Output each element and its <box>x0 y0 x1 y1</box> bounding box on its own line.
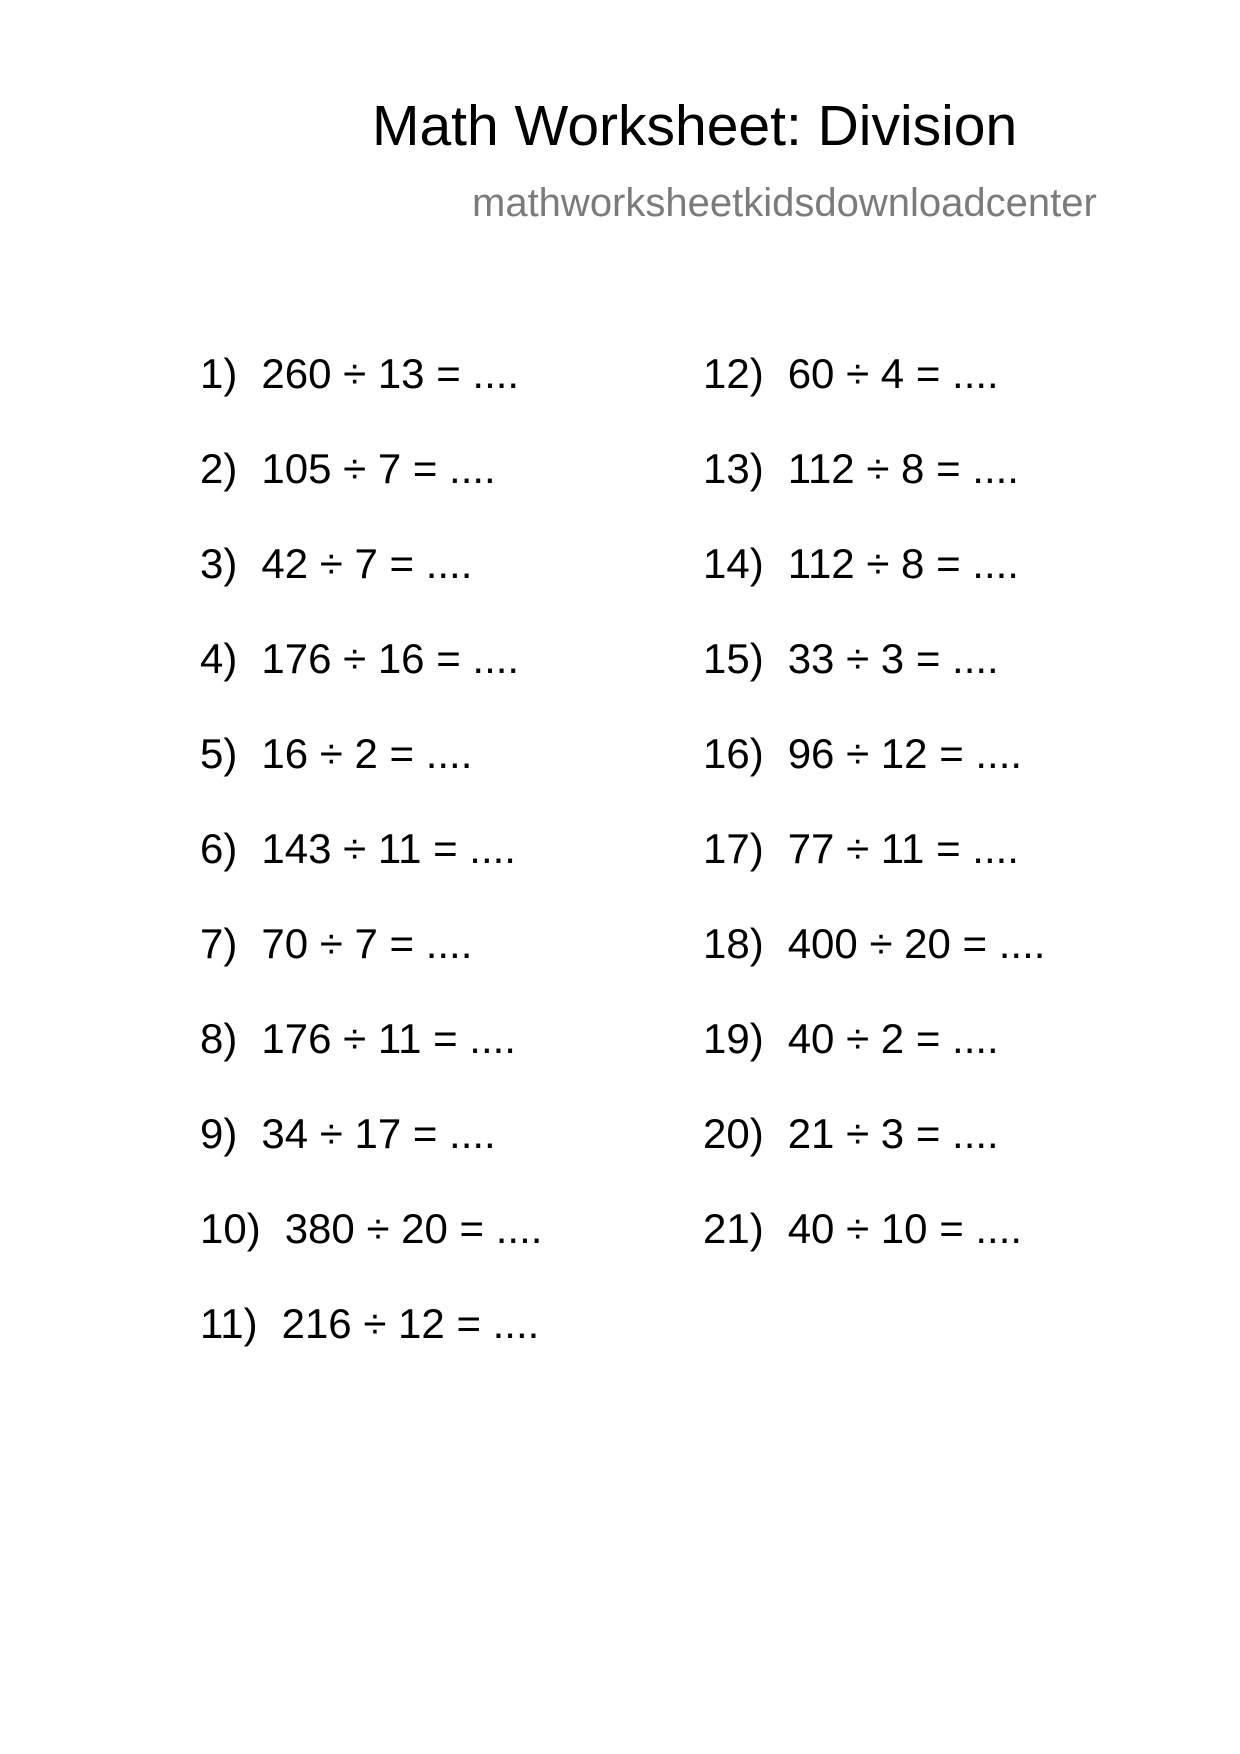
problem-expression: 34 ÷ 17 = .... <box>261 1110 496 1157</box>
problem-expression: 70 ÷ 7 = .... <box>261 920 473 967</box>
problem-9 <box>200 1110 542 1205</box>
problem-expression: 42 ÷ 7 = .... <box>261 540 473 587</box>
problem-number: 21) <box>703 1205 764 1252</box>
problem-21 <box>703 1205 1045 1300</box>
worksheet-subtitle: mathworksheetkidsdownloadcenter <box>472 181 1097 225</box>
problem-number: 14) <box>703 540 764 587</box>
problem-3 <box>200 540 542 635</box>
problem-expression: 16 ÷ 2 = .... <box>261 730 473 777</box>
problem-number: 20) <box>703 1110 764 1157</box>
problem-number: 2) <box>200 445 238 492</box>
problem-expression: 112 ÷ 8 = .... <box>787 540 1019 587</box>
problem-16 <box>703 730 1045 825</box>
problem-expression: 260 ÷ 13 = .... <box>261 350 520 397</box>
problem-number: 3) <box>200 540 238 587</box>
problem-expression: 105 ÷ 7 = .... <box>261 445 496 492</box>
problem-number: 7) <box>200 920 238 967</box>
problem-expression: 176 ÷ 11 = .... <box>261 1015 516 1062</box>
problem-14 <box>703 540 1045 635</box>
problem-number: 13) <box>703 445 764 492</box>
problem-6 <box>200 825 542 920</box>
problem-number: 5) <box>200 730 238 777</box>
problem-7 <box>200 920 542 1015</box>
problem-number: 9) <box>200 1110 238 1157</box>
problem-expression: 143 ÷ 11 = .... <box>261 825 516 872</box>
problem-number: 12) <box>703 350 764 397</box>
problem-5 <box>200 730 542 825</box>
problem-2 <box>200 445 542 540</box>
problem-19 <box>703 1015 1045 1110</box>
problem-number: 10) <box>200 1205 261 1252</box>
problem-1 <box>200 350 542 445</box>
problem-expression: 380 ÷ 20 = .... <box>284 1205 543 1252</box>
problem-number: 16) <box>703 730 764 777</box>
problem-number: 4) <box>200 635 238 682</box>
problem-17 <box>703 825 1045 920</box>
problem-expression: 96 ÷ 12 = .... <box>787 730 1023 777</box>
worksheet-title: Math Worksheet: Division <box>372 94 1018 158</box>
problem-expression: 112 ÷ 8 = .... <box>787 445 1019 492</box>
problem-11 <box>200 1300 542 1395</box>
problem-8 <box>200 1015 542 1110</box>
problem-expression: 40 ÷ 2 = .... <box>787 1015 999 1062</box>
problem-20 <box>703 1110 1045 1205</box>
problem-expression: 216 ÷ 12 = .... <box>281 1300 540 1347</box>
problem-expression: 33 ÷ 3 = .... <box>787 635 999 682</box>
problem-18 <box>703 920 1045 1015</box>
problem-15 <box>703 635 1045 730</box>
problem-number: 6) <box>200 825 238 872</box>
problem-4 <box>200 635 542 730</box>
problem-expression: 176 ÷ 16 = .... <box>261 635 520 682</box>
problem-13 <box>703 445 1045 540</box>
problem-expression: 21 ÷ 3 = .... <box>787 1110 999 1157</box>
problem-expression: 60 ÷ 4 = .... <box>787 350 999 397</box>
problem-number: 18) <box>703 920 764 967</box>
problem-number: 17) <box>703 825 764 872</box>
problems-column-right <box>703 350 1045 1300</box>
problem-number: 15) <box>703 635 764 682</box>
problem-expression: 40 ÷ 10 = .... <box>787 1205 1023 1252</box>
problem-number: 11) <box>200 1300 258 1347</box>
problem-number: 8) <box>200 1015 238 1062</box>
problems-column-left <box>200 350 542 1395</box>
problem-expression: 77 ÷ 11 = .... <box>787 825 1019 872</box>
problem-number: 19) <box>703 1015 764 1062</box>
problem-10 <box>200 1205 542 1300</box>
problem-number: 1) <box>200 350 238 397</box>
problem-12 <box>703 350 1045 445</box>
problem-expression: 400 ÷ 20 = .... <box>787 920 1046 967</box>
